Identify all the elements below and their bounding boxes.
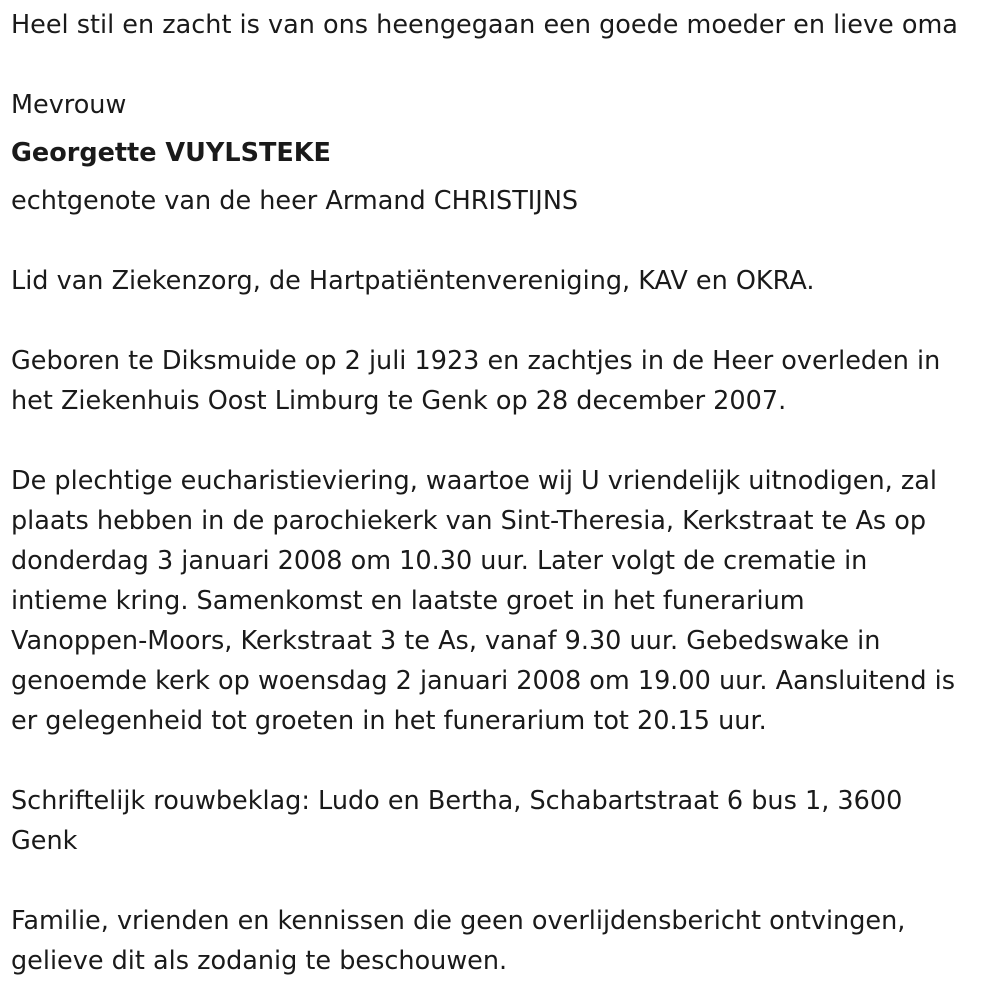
spacer: [11, 861, 996, 901]
birth-death-paragraph: [11, 341, 996, 421]
deceased-name: Georgette VUYLSTEKE: [11, 138, 331, 168]
paragraph-line: Schriftelijk rouwbeklag: Ludo en Bertha, Schabartstraat 6 bus 1, 3600: [11, 786, 903, 816]
salutation: Mevrouw: [11, 90, 127, 120]
intro-text: Heel stil en zacht is van ons heengegaan een goede moeder en lieve oma: [11, 10, 958, 40]
paragraph-line: De plechtige eucharistieviering, waartoe wij U vriendelijk uitnodigen, zal: [11, 466, 937, 496]
spacer: [11, 301, 996, 341]
closing-paragraph: [11, 901, 996, 981]
membership-text: Lid van Ziekenzorg, de Hartpatiëntenvereniging, KAV en OKRA.: [11, 266, 815, 296]
death-notice: [11, 5, 996, 981]
spacer: [11, 45, 996, 85]
spacer: [11, 125, 996, 133]
paragraph-line: Vanoppen-Moors, Kerkstraat 3 te As, vanaf 9.30 uur. Gebedswake in: [11, 626, 881, 656]
paragraph-line: Genk: [11, 826, 78, 856]
paragraph-line: plaats hebben in de parochiekerk van Sint-Theresia, Kerkstraat te As op: [11, 506, 927, 536]
paragraph-line: genoemde kerk op woensdag 2 januari 2008 om 19.00 uur. Aansluitend is: [11, 666, 955, 696]
paragraph-line: Familie, vrienden en kennissen die geen overlijdensbericht ontvingen,: [11, 906, 906, 936]
paragraph-line: donderdag 3 januari 2008 om 10.30 uur. Later volgt de crematie in: [11, 546, 868, 576]
paragraph-line: er gelegenheid tot groeten in het funerarium tot 20.15 uur.: [11, 706, 767, 736]
paragraph-line: intieme kring. Samenkomst en laatste groet in het funerarium: [11, 586, 805, 616]
paragraph-line: gelieve dit als zodanig te beschouwen.: [11, 946, 508, 976]
spacer: [11, 741, 996, 781]
paragraph-line: het Ziekenhuis Oost Limburg te Genk op 28 december 2007.: [11, 386, 787, 416]
spacer: [11, 421, 996, 461]
condolences-paragraph: [11, 781, 996, 861]
spacer: [11, 173, 996, 181]
paragraph-line: Geboren te Diksmuide op 2 juli 1923 en zachtjes in de Heer overleden in: [11, 346, 941, 376]
spacer: [11, 221, 996, 261]
ceremony-paragraph: [11, 461, 996, 741]
spouse-text: echtgenote van de heer Armand CHRISTIJNS: [11, 186, 579, 216]
